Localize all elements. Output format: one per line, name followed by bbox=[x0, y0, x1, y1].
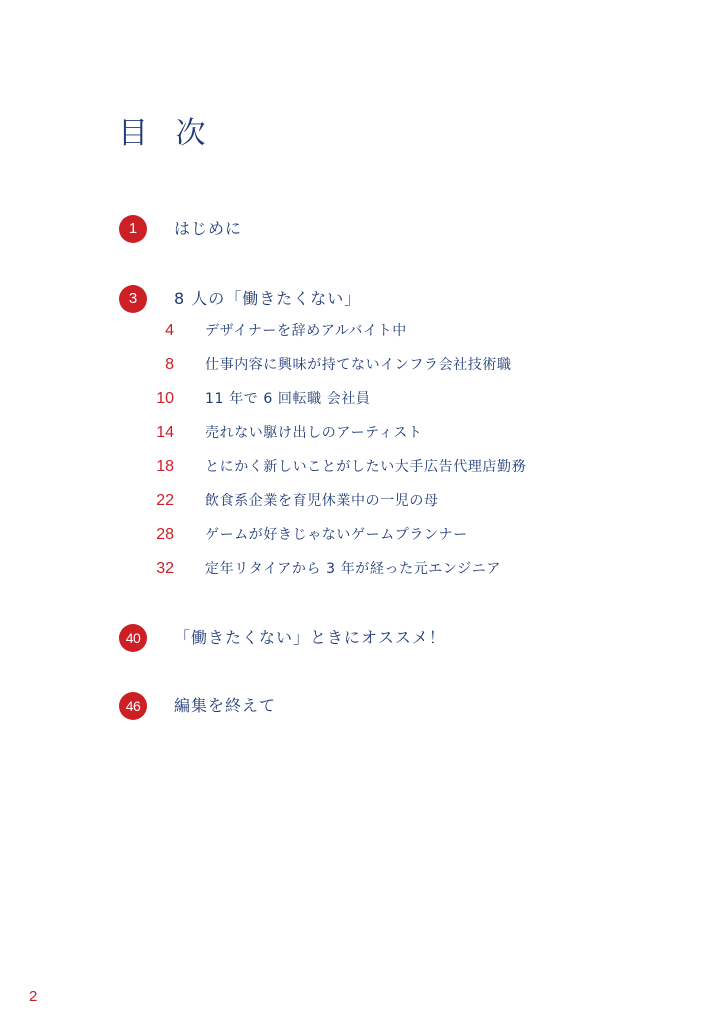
toc-sub-item[interactable] bbox=[0, 488, 722, 514]
page-badge: 1 bbox=[119, 215, 147, 243]
section-title: はじめに bbox=[174, 219, 243, 238]
sub-item-page: 22 bbox=[156, 492, 174, 509]
page-badge: 3 bbox=[119, 285, 147, 313]
toc-sub-item[interactable] bbox=[0, 420, 722, 446]
sub-item-page: 8 bbox=[165, 356, 174, 373]
sub-item-title: 仕事内容に興味が持てないインフラ会社技術職 bbox=[205, 357, 512, 373]
sub-item-page: 10 bbox=[156, 390, 174, 407]
toc-section-eight-people[interactable] bbox=[0, 285, 722, 317]
sub-item-title: 11 年で 6 回転職 会社員 bbox=[205, 391, 371, 407]
sub-item-title: 売れない駆け出しのアーティスト bbox=[205, 425, 423, 441]
section-title: 編集を終えて bbox=[174, 696, 277, 715]
toc-sub-item[interactable] bbox=[0, 352, 722, 378]
toc-sub-item[interactable] bbox=[0, 556, 722, 582]
page-title: 目 次 bbox=[118, 116, 215, 151]
page-badge: 40 bbox=[119, 624, 147, 652]
sub-item-title: 定年リタイアから 3 年が経った元エンジニア bbox=[205, 561, 501, 577]
sub-item-page: 28 bbox=[156, 526, 174, 543]
toc-sub-item[interactable] bbox=[0, 386, 722, 412]
toc-section-recommendations[interactable] bbox=[0, 624, 722, 656]
toc-sub-item[interactable] bbox=[0, 318, 722, 344]
sub-item-page: 18 bbox=[156, 458, 174, 475]
sub-item-title: 飲食系企業を育児休業中の一児の母 bbox=[205, 493, 439, 509]
toc-sub-item[interactable] bbox=[0, 522, 722, 548]
section-title: 「働きたくない」ときにオススメ！ bbox=[174, 628, 446, 647]
toc-sub-item[interactable] bbox=[0, 454, 722, 480]
toc-section-afterword[interactable] bbox=[0, 692, 722, 724]
sub-item-page: 4 bbox=[165, 322, 174, 339]
section-title: 8 人の「働きたくない」 bbox=[174, 289, 362, 308]
sub-item-page: 14 bbox=[156, 424, 174, 441]
sub-item-page: 32 bbox=[156, 560, 174, 577]
page-number: 2 bbox=[29, 988, 38, 1005]
toc-section-introduction[interactable] bbox=[0, 215, 722, 247]
sub-item-title: ゲームが好きじゃないゲームプランナー bbox=[205, 527, 468, 543]
page-badge: 46 bbox=[119, 692, 147, 720]
sub-item-title: デザイナーを辞めアルバイト中 bbox=[205, 323, 407, 339]
sub-item-title: とにかく新しいことがしたい大手広告代理店勤務 bbox=[205, 459, 527, 475]
